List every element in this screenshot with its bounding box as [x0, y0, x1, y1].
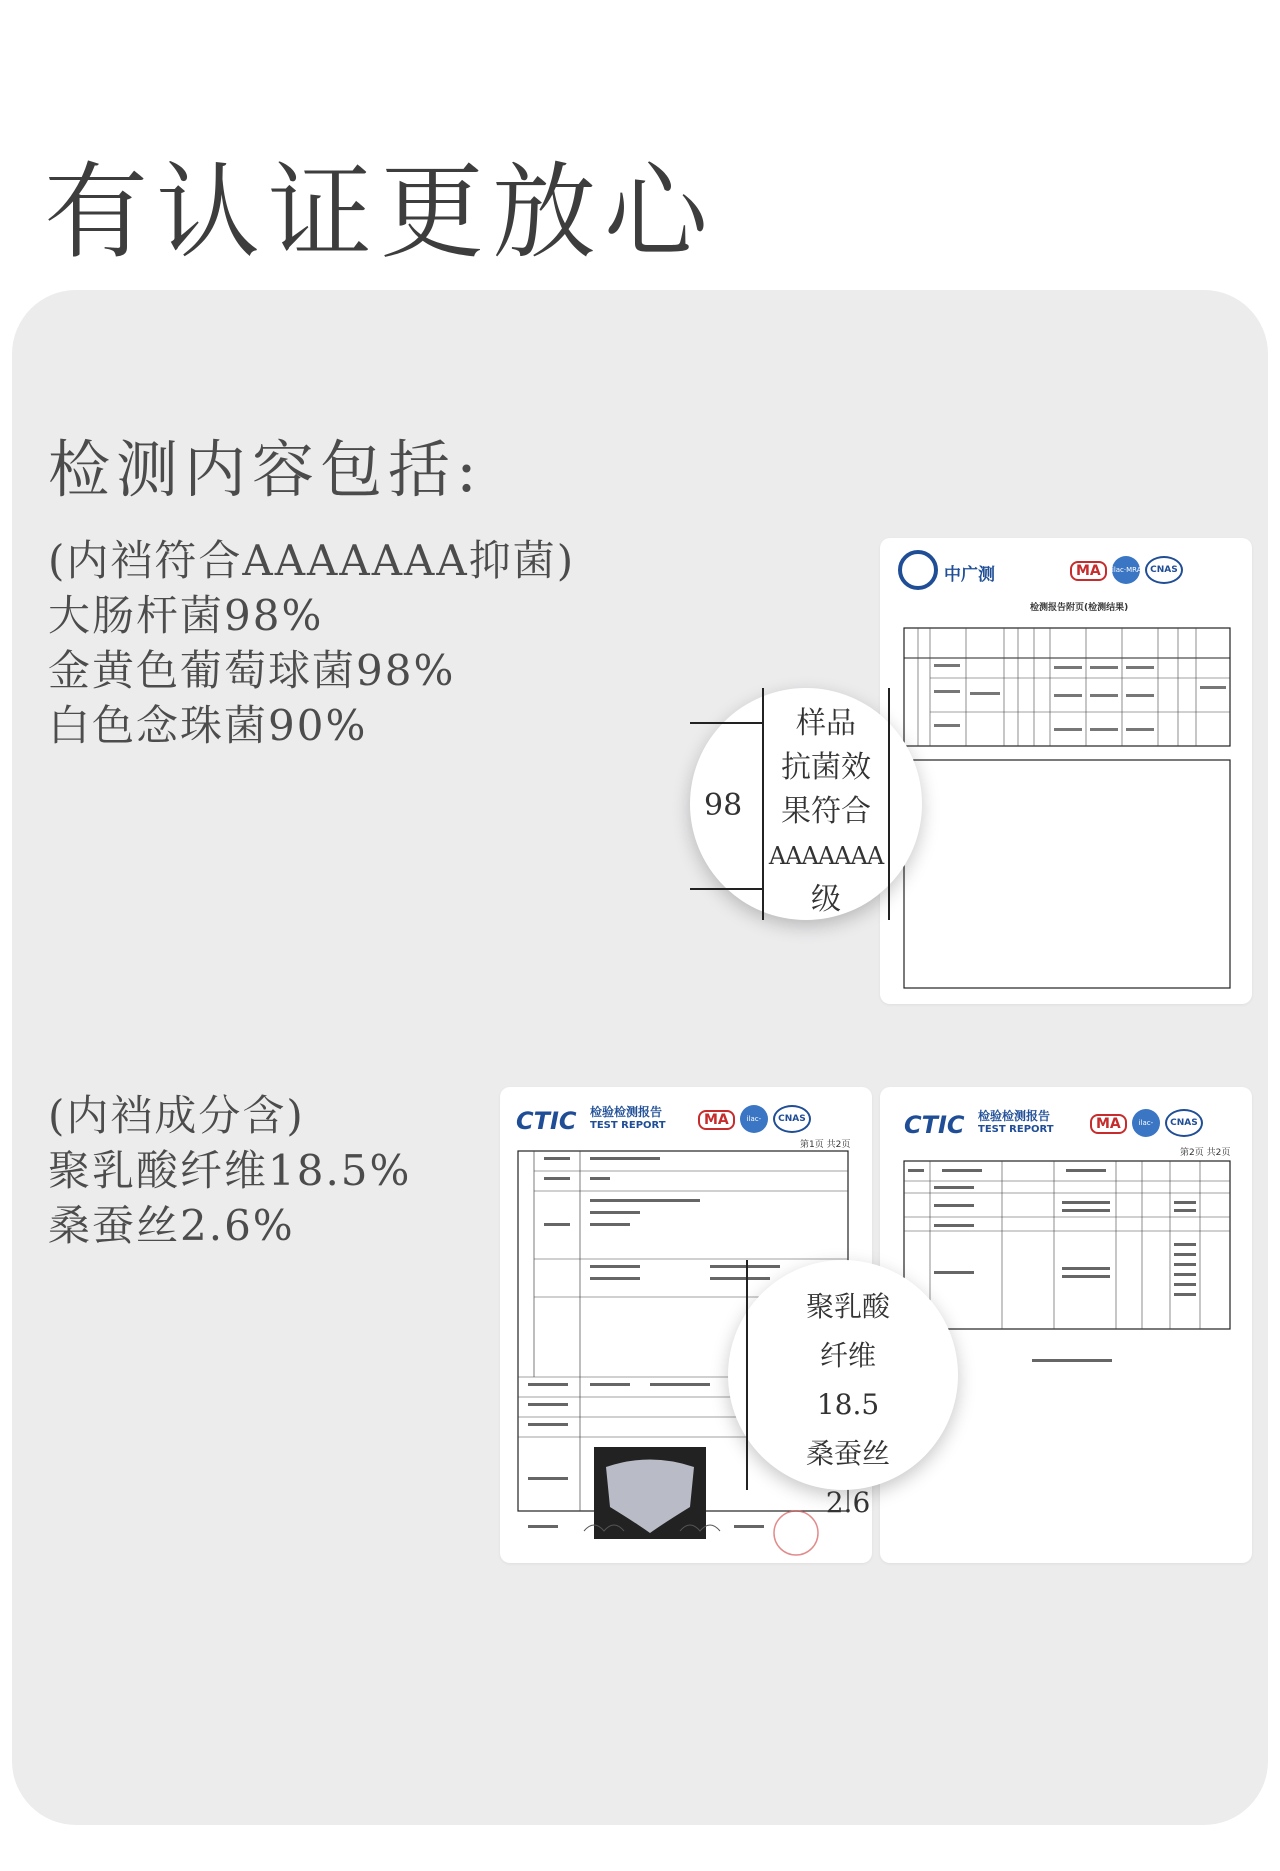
composition-intro: (内裆成分含) — [48, 1091, 305, 1140]
composition-magnifier — [728, 1260, 958, 1519]
composition-text — [48, 1088, 411, 1253]
composition-silk: 桑蚕丝2.6% — [48, 1201, 295, 1250]
cnas-mark-icon: CNAS — [1165, 1109, 1203, 1137]
ilac-mark-icon: ilac·MRA — [1112, 556, 1140, 584]
ilac-mark-icon: ilac-MRA — [1132, 1109, 1160, 1137]
composition-values: 聚乳酸 纤维 18.5 桑蚕丝 2.6 — [805, 1290, 890, 1519]
ctic-marks — [1090, 1109, 1203, 1155]
antibacterial-text — [48, 533, 575, 753]
ctic-marks — [698, 1105, 811, 1151]
ilac-mark-icon: ilac-MRA — [740, 1105, 768, 1133]
antibacterial-intro: (内裆符合AAAAAAA抑菌) — [48, 536, 576, 585]
section-heading: 检测内容包括: — [48, 433, 483, 506]
cnas-mark-icon: CNAS — [773, 1105, 811, 1133]
page-title: 有认证更放心 — [44, 151, 717, 273]
ma-mark-icon: MA — [1070, 561, 1107, 581]
ctic-logo: CTIC — [904, 1111, 965, 1139]
ma-mark-icon: MA — [698, 1110, 735, 1130]
antibacterial-grade-label: 样品 抗菌效 果符合 AAAAAAA 级 — [768, 706, 884, 917]
accreditation-marks — [1070, 556, 1183, 584]
antibacterial-staph: 金黄色葡萄球菌98% — [48, 646, 456, 695]
ma-mark-icon: MA — [1090, 1114, 1127, 1134]
content-panel — [12, 290, 1268, 1825]
antibacterial-magnifier — [690, 688, 922, 920]
page-number: 第2页 共2页 — [1180, 1148, 1231, 1158]
composition-pla-fiber: 聚乳酸纤维18.5% — [48, 1146, 412, 1195]
org-logo-icon — [898, 550, 938, 590]
cnas-mark-icon: CNAS — [1145, 556, 1183, 584]
org-name: 中广测 — [944, 565, 995, 585]
report-title: 检测报告附页(检测结果) — [1030, 603, 1129, 613]
antibacterial-certificate — [880, 538, 1252, 1004]
results-table — [900, 620, 1236, 1000]
antibacterial-candida: 白色念珠菌90% — [48, 701, 368, 750]
ctic-logo: CTIC — [516, 1107, 577, 1135]
page-number: 第1页 共2页 — [800, 1140, 851, 1150]
antibacterial-ecoli: 大肠杆菌98% — [48, 591, 324, 640]
ctic-title: 检验检测报告 TEST REPORT — [978, 1109, 1054, 1135]
antibacterial-rate-value: 98 — [704, 788, 743, 823]
ctic-title: 检验检测报告 TEST REPORT — [590, 1105, 666, 1131]
